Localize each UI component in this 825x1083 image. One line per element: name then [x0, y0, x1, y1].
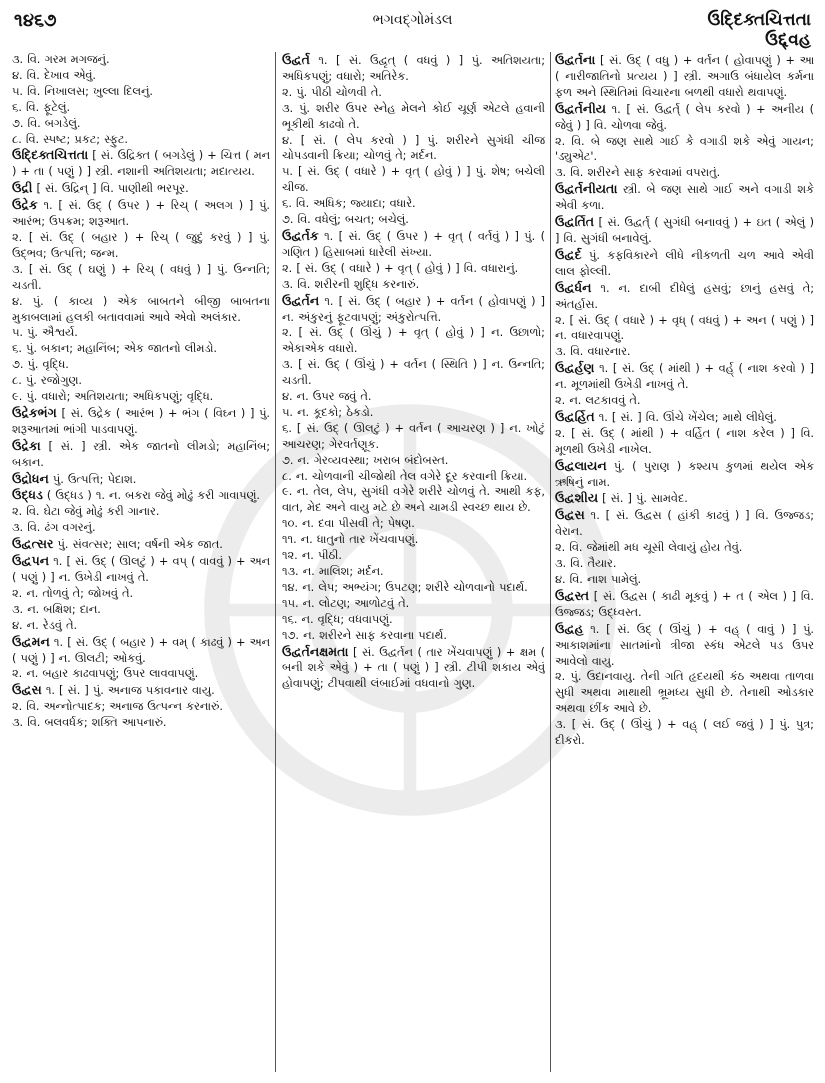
entry-text: ૧૧. ન. ધાતુનો તાર ખેંચવાપણું.: [282, 533, 419, 547]
entry-text: ૧. [ સં. ઉદ્ ( માંથી ) + વર્હ્ ( નાશ કરવો ) ] ન. મૂળમાંથી ઉખેડી નાખવું તે.: [555, 362, 814, 392]
sense-entry: [555, 393, 814, 409]
headword: ઉદ્રેકભંગ: [12, 404, 57, 420]
entry-text: ૮. ન. ચોળવાની ચીજોથી તેલ વગેરે દૂર કરવાની ક્રિયા.: [282, 469, 528, 483]
sense-entry: [282, 133, 545, 165]
headword-entry: [12, 634, 270, 667]
sense-entry: [12, 618, 270, 634]
headword-entry: [282, 228, 545, 261]
sense-entry: [282, 277, 545, 293]
headword: ઉદ્વર્હણ: [555, 360, 595, 376]
column-3: [555, 52, 814, 1074]
entry-text: ૩. વિ. ગરમ મગજનું.: [12, 53, 110, 66]
sense-entry: [282, 164, 545, 196]
headword-entry: [282, 293, 545, 326]
entry-text: ૧૬. ન. વૃદ્ધિ; વધવાપણું.: [282, 612, 393, 626]
headword-entry: [555, 458, 814, 491]
entry-text: ૫. ન. કૂદકો; ઠેકડો.: [282, 405, 374, 419]
entry-text: [ સં. ઉદ્રિન્ ] વિ. પાણીથી ભરપૂર.: [36, 182, 189, 196]
entry-text: ૩. વિ. ઢંગ વગરનું.: [12, 521, 96, 535]
entry-text: પું. ( પુરાણ ) કશ્યપ કુળમાં થયેલ એક ઋષિનું નામ.: [555, 459, 814, 489]
sense-entry: [12, 132, 270, 148]
headword-entry: [12, 147, 270, 180]
entry-text: ૨. ન. લટકાવવું તે.: [555, 394, 641, 408]
headword: ઉદ્રેક: [12, 197, 38, 213]
entry-text: [ સં. ] સ્ત્રી. એક જાતનો લીમડો; મહાનિંબ; બકાન.: [12, 439, 270, 469]
entry-text: ૪. [ સં. ( લેપ કરવો ) ] પું. શરીરને સુગંધી ચીજ ચોપડવાની ક્રિયા; ચોળવું તે; મર્દન.: [282, 133, 545, 163]
sense-entry: [282, 580, 545, 596]
entry-text: ૪. વિ. દેખાવ એવું.: [12, 68, 97, 82]
sense-entry: [282, 484, 545, 516]
headword-entry: [555, 490, 814, 507]
entry-text: ૧૨. ન. પીઠી.: [282, 549, 342, 563]
entry-text: [ સં. ઉદ્વર્તન ( તાર ખેંચવાપણું ) + ક્ષમ ( બની શકે એવું ) + તા ( પણું ) ] સ્ત્રી. ટીપી શકાય એવું હોવાપણું; ટીપવાથી લંબાઈમાં વધવાનો ગુણ.: [282, 645, 545, 691]
sense-entry: [282, 628, 545, 644]
headword-entry: [12, 405, 270, 438]
headword-entry: [12, 471, 270, 488]
entry-text: ૧. [ સં. ઉદ્વૃત્ ( વધવું ) ] પું. અતિશયતા; અધિકપણું; વધારો; અતિરેક.: [282, 54, 545, 83]
entry-text: [ સં. ઉદ્રિક્ત ( બગડેલું ) + ચિત્ત ( મન ) + તા ( પણું ) ] સ્ત્રી. નશાની અતિશયતા; મદાત્યય.: [12, 149, 270, 179]
sense-entry: [12, 116, 270, 132]
entry-text: ૪. ન. રેડવું તે.: [12, 618, 78, 632]
sense-entry: [555, 313, 814, 345]
page-header: [14, 6, 811, 50]
entry-text: ૨. [ સં. ઉદ્ ( બહાર ) + રિચ્ ( જુદું કરવું ) ] પું. ઉદ્ભવ; ઉત્પત્તિ; જન્મ.: [12, 230, 270, 260]
entry-text: ૨. [ સં. ઉદ્ ( ઊંચું ) + વૃત્ ( હોવું ) ] ન. ઉછાળો; એકાએક વધારો.: [282, 326, 545, 356]
sense-entry: [555, 134, 814, 166]
entry-text: ૨. વિ. અન્નોત્પાદક; અનાજ ઉત્પન્ન કરનારું.: [12, 700, 223, 714]
sense-entry: [282, 101, 545, 133]
sense-entry: [282, 261, 545, 277]
sense-entry: [282, 516, 545, 532]
entry-text: ૯. ન. તેલ, લેપ, સુગંધી વગેરે શરીરે ચોળવું તે. આથી કફ, વાત, મેદ અને વાયુ મટે છે અને ચામડી સ્વચ્છ થાય છે.: [282, 485, 545, 515]
entry-text: ૨. ન. તોળવું તે; જોખવું તે.: [12, 586, 134, 600]
sense-entry: [282, 469, 545, 485]
entry-text: પું. સંવત્સર; સાલ; વર્ષની એક જાત.: [57, 538, 223, 552]
entry-text: ૯. પું. વધારો; અતિશયતા; અધિકપણું; વૃદ્ધિ.: [12, 390, 214, 404]
sense-entry: [282, 548, 545, 564]
entry-text: ૨. [ સં. ઉદ્ ( વધારે ) + વૃધ્ ( વધવું ) + અન ( પણું ) ] ન. વધારવાપણું.: [555, 313, 814, 343]
entry-text: ૧. [ સં. ] પું. અનાજ પકાવનાર વાયુ.: [45, 684, 215, 698]
entry-text: ૨. પું. ઉદાનવાયુ. તેની ગતિ હૃદયથી કંઠ અથવા તાળવા સુધી અથવા માથાથી ભ્રૂમધ્ય સુધી છે. તેનાથી ઓડકાર અથવા છીંક આવે છે.: [555, 670, 814, 716]
sense-entry: [282, 389, 545, 405]
entry-text: ૭. ન. ગેરવ્યવસ્થા; ખરાબ બંદોબસ્ત.: [282, 453, 449, 467]
sense-entry: [12, 389, 270, 405]
column-2: [282, 52, 545, 1074]
entry-text: ૪. ન. ઉપર જવું તે.: [282, 390, 372, 404]
sense-entry: [282, 532, 545, 548]
entry-text: ૫. વિ. નિખાલસ; ખુલ્લા દિલનું.: [12, 84, 153, 98]
entry-text: [ સં. ] પું. સામવેદ.: [602, 492, 688, 506]
headword: ઉદ્વલાયન: [555, 457, 607, 473]
headword-entry: [282, 644, 545, 693]
sense-entry: [12, 602, 270, 618]
headword: ઉદ્રેકા: [12, 437, 41, 453]
entry-text: ૬. વિ. અધિક; જ્યાદા; વધારે.: [282, 197, 416, 211]
sense-entry: [282, 453, 545, 469]
sense-entry: [282, 212, 545, 228]
headword: ઉદ્વહ: [555, 620, 584, 636]
headword-entry: [12, 682, 270, 699]
headword: ઉદ્વર્તનક્ષમતા: [282, 643, 349, 659]
sense-entry: [282, 196, 545, 212]
sense-entry: [555, 572, 814, 588]
headword: ઉદ્વત્સર: [12, 536, 54, 552]
headword: ઉદ્વસ: [12, 682, 42, 698]
sense-entry: [12, 68, 270, 84]
entry-text: ૨. વિ. બે જણ સાથે ગાઈ કે વગાડી શકે એવું ગાયન; 'ડ્યુએટ'.: [555, 134, 814, 164]
entry-text: ૧. [ સં. ઉદ્વર્ત્ ( લેપ કરવો ) + અનીય ( જેવું ) ] વિ. ચોળવા જેવું.: [555, 102, 814, 132]
sense-entry: [12, 373, 270, 389]
entry-text: [ સં. ઉદ્વર્ત્ ( સુગંધી બનાવવું ) + ઇત ( એલું ) ] વિ. સુગંધી બનાવેલું.: [555, 216, 814, 245]
sense-entry: [12, 325, 270, 341]
headword-entry: [555, 181, 814, 214]
entry-text: ૬. વિ. ફૂટેલું.: [12, 100, 71, 114]
sense-entry: [12, 586, 270, 602]
guide-words: [707, 10, 811, 50]
headword-entry: [12, 197, 270, 230]
entry-text: ૫. [ સં. ઉદ્ ( વધારે ) + વૃત્ ( હોવું ) ] પું. શેષ; બચેલી ચીજ.: [282, 165, 545, 195]
sense-entry: [12, 341, 270, 357]
entry-text: ૧. [ સં. ] વિ. ઊંચે ખેંચેલ; માથે લીધેલું.: [598, 410, 777, 424]
headword: ઉદ્વર્તના: [555, 52, 596, 67]
entry-text: ૧૦. ન. દવા પીસવી તે; પેષણ.: [282, 517, 415, 531]
sense-entry: [282, 421, 545, 453]
headword-entry: [12, 536, 270, 553]
sense-entry: [555, 426, 814, 458]
headword: ઉદ્વર્તનીયતા: [555, 181, 618, 197]
entry-text: [ સં. ઉદ્ ( વધુ ) + વર્તન ( હોવાપણું ) + આ ( નારીજાતિનો પ્રત્યય ) ] સ્ત્રી. અગાઉ બંધાયેલ કર્મના ફળ અને સ્થિતિમાં વિચારના બળથી વધારો થવાપણું.: [555, 54, 814, 99]
headword-entry: [555, 621, 814, 670]
entry-text: ૧. [ સં. ઉદ્ ( ઉપર ) + રિચ્ ( અલગ ) ] પું. આરંભ; ઉપક્રમ; શરૂઆત.: [12, 199, 270, 229]
guide-word-last: ઉદ્દ્વહ: [765, 30, 811, 50]
entry-text: ૨. વિ. ઘેટા જેવું મોઢું કરી ગાનાર.: [12, 505, 160, 519]
headword: ઉદ્વસ્ત: [555, 587, 590, 603]
entry-text: પું. ઉત્પત્તિ; પેદાશ.: [52, 472, 137, 486]
entry-text: ૧. [ સં. ઉદ્ ( ઉપર ) + વૃત્ ( વર્તવું ) ] પું. ( ગણિત ) હિસાબમાં ધારેલી સંખ્યા.: [282, 229, 545, 259]
entry-text: ૫. પું. ઐશ્વર્ય.: [12, 326, 78, 340]
headword: ઉદ્દિક્તચિત્તતા: [12, 147, 89, 163]
sense-entry: [555, 344, 814, 360]
headword-entry: [12, 438, 270, 471]
entry-text: ૧. [ સં. ઉદ્ ( બહાર ) + વર્તન ( હોવાપણું ) ] ન. અંકુરનું ફૂટવાપણું; અંકુરોત્પત્તિ.: [282, 294, 545, 324]
entry-text: ૮. પું. રજોગુણ.: [12, 374, 82, 388]
sense-entry: [12, 504, 270, 520]
entry-text: ૧૭. ન. શરીરને સાફ કરવાના પદાર્થ.: [282, 628, 447, 642]
entry-text: ૩. વિ. શરીરને સાફ કરવામાં વપરાતું.: [555, 166, 721, 180]
entry-text: ૩. પું. શરીર ઉપર સ્નેહ મેલને કોઈ ચૂર્ણ એટલે હવાની ભૂકીથી કાઢવો તે.: [282, 101, 545, 131]
entry-text: ૩. વિ. વધારનાર.: [555, 345, 631, 359]
headword-entry: [12, 553, 270, 586]
sense-entry: [555, 717, 814, 749]
headword-entry: [555, 507, 814, 540]
sense-entry: [12, 230, 270, 262]
entry-text: ૧. [ સં. ઉદ્ ( બહાર ) + વમ્ ( કાઢવું ) + અન ( પણું ) ] ન. ઊલટી; ઓકવું.: [12, 635, 270, 665]
entry-text: ૮. વિ. સ્પષ્ટ; પ્રકટ; સ્ફુટ.: [12, 132, 129, 146]
column-1: [12, 52, 270, 1074]
headword-entry: [12, 487, 270, 504]
sense-entry: [12, 52, 270, 68]
sense-entry: [282, 612, 545, 628]
book-title: ભગવદ્ગોમંડલ: [372, 12, 453, 28]
entry-text: ૨. વિ. જેમાંથી મધ ચૂસી લેવાયું હોય તેવું.: [555, 541, 743, 555]
entry-text: ૧૪. ન. લેપ; અભ્યંગ; ઉપટણ; શરીરે ચોળવાનો પદાર્થ.: [282, 580, 528, 594]
sense-entry: [282, 85, 545, 101]
sense-entry: [12, 100, 270, 116]
entry-text: ૪. પું. ( કાવ્ય ) એક બાબતને બીજી બાબતના મુકાબલામાં હલકી બતાવવામાં આવે એવો અલંકાર.: [12, 294, 270, 324]
entry-text: ૧. ન. દાબી દીધેલું હસવું; છાનું હસવું તે; અંતર્હાસ.: [555, 281, 814, 311]
entry-text: ૭. વિ. બગડેલું.: [12, 116, 81, 130]
sense-entry: [12, 666, 270, 682]
entry-text: ૩. વિ. બલવર્ધક; શક્તિ આપનારું.: [12, 716, 167, 730]
entry-text: ૩. ન. બક્ષિશ; દાન.: [12, 602, 101, 616]
headword: ઉદ્ધડ: [12, 487, 43, 503]
headword: ઉદ્રી: [12, 180, 33, 196]
sense-entry: [12, 262, 270, 294]
guide-word-first: ઉદ્દિક્તચિત્તતા: [707, 10, 811, 30]
headword: ઉદ્વર્તનીય: [555, 100, 607, 116]
entry-text: સ્ત્રી. બે જણ સાથે ગાઈ અને વગાડી શકે એવી કળા.: [555, 183, 814, 213]
headword-entry: [555, 360, 814, 393]
page-number: ૧૪૬૭: [14, 10, 57, 31]
sense-entry: [12, 520, 270, 536]
entry-text: ૭. પું. વૃદ્ધિ.: [12, 358, 69, 372]
headword-entry: [555, 409, 814, 426]
entry-text: પું. કફવિકારને લીધે નીકળતી ચળ આવે એવી લાલ ફોલ્લી.: [555, 248, 814, 278]
sense-entry: [555, 669, 814, 717]
sense-entry: [555, 165, 814, 181]
headword-entry: [555, 280, 814, 313]
entry-text: ૧. [ સં. ઉદ્ ( ઊંચું ) + વહ્ ( વાવું ) ] પું. આકાશમાંના સાતમાંનો ત્રીજા સ્કંધ એટલે પડ ઉપર આવેલો વાયુ.: [555, 622, 814, 668]
entry-text: ૬. [ સં. ઉદ્ ( ઊલટું ) + વર્તન ( આચરણ ) ] ન. ખોટું આચરણ; ગેરવર્તણૂક.: [282, 421, 545, 451]
headword: ઉદ્વપન: [12, 553, 50, 569]
headword: ઉદ્રોધન: [12, 470, 49, 486]
headword: ઉદ્વશીય: [555, 490, 599, 506]
headword-entry: [555, 52, 814, 101]
headword-entry: [12, 180, 270, 197]
entry-text: ૩. [ સં. ઉદ્ ( ઊંચું ) + વહ્ ( લઈ જવું ) ] પું. પુત્ર; દીકરો.: [555, 718, 814, 748]
entry-text: ૬. પું. બકાન; મહાનિંબ; એક જાતનો લીમડો.: [12, 342, 217, 356]
entry-text: [ સં. ઉદ્વસ ( કાઢી મૂકવું ) + ત ( એલ ) ] વિ. ઉજ્જડ; ઉદ્ધ્વસ્ત.: [555, 589, 814, 619]
headword-entry: [555, 214, 814, 247]
entry-text: ૩. વિ. શરીરની શુદ્ધિ કરનારું.: [282, 277, 420, 291]
sense-entry: [12, 715, 270, 731]
headword-entry: [555, 247, 814, 280]
entry-text: ૧. [ સં. ઉદ્વસ ( હાંકી કાઢવું ) ] વિ. ઉજ્જડ; વેરાન.: [555, 509, 814, 539]
headword: ઉદ્વર્દ: [555, 246, 582, 262]
entry-text: ૨. ન. બહાર કાઢવાપણું; ઉપર લાવવાપણું.: [12, 667, 199, 681]
sense-entry: [12, 84, 270, 100]
headword: ઉદ્વસ: [555, 507, 585, 523]
entry-text: ૭. વિ. વધેલું; બચત; બચેલું.: [282, 213, 409, 227]
headword: ઉદ્વર્તક: [282, 227, 319, 243]
sense-entry: [282, 325, 545, 357]
sense-entry: [282, 357, 545, 389]
headword-entry: [282, 52, 545, 85]
entry-text: ૪. વિ. નાશ પામેલું.: [555, 573, 642, 586]
sense-entry: [282, 405, 545, 421]
dictionary-columns: [12, 52, 814, 1074]
sense-entry: [555, 556, 814, 572]
headword: ઉદ્વર્ધન: [555, 279, 592, 295]
headword: ઉદ્વર્હિત: [555, 408, 595, 424]
headword: ઉદ્વર્ત: [282, 52, 310, 67]
entry-text: ૧૫. ન. લોટણ; આળોટવું તે.: [282, 596, 410, 610]
sense-entry: [12, 699, 270, 715]
entry-text: ૧. [ સં. ઉદ્ ( ઊલટું ) + વપ્ ( વાવવું ) + અન ( પણું ) ] ન. ઉખેડી નાખવું તે.: [12, 555, 270, 584]
entry-text: ૩. [ સં. ઉદ્ ( ઘણું ) + રિચ્ ( વધવું ) ] પું. ઉન્નતિ; ચડતી.: [12, 262, 270, 292]
headword: ઉદ્વર્તિત: [555, 214, 595, 230]
headword-entry: [555, 101, 814, 134]
entry-text: ૩. [ સં. ઉદ્ ( ઊંચું ) + વર્તન ( સ્થિતિ ) ] ન. ઉન્નતિ; ચડતી.: [282, 358, 545, 388]
entry-text: ૨. [ સં. ઉદ્ ( માંથી ) + વર્હિત ( નાશ કરેલ ) ] વિ. મૂળથી ઉખેડી નાખેલ.: [555, 426, 814, 456]
entry-text: [ સં. ઉદ્રેક ( આરંભ ) + ભંગ ( વિઘ્ન ) ] પું. શરૂઆતમાં ભાંગી પાડવાપણું.: [12, 406, 270, 436]
headword: ઉદ્વમન: [12, 633, 50, 649]
headword: ઉદ્વર્તન: [282, 292, 320, 308]
sense-entry: [282, 596, 545, 612]
sense-entry: [12, 357, 270, 373]
entry-text: ૨. [ સં. ઉદ્ ( વધારે ) + વૃત્ ( હોવું ) ] વિ. વધારાનું.: [282, 261, 519, 275]
sense-entry: [555, 540, 814, 556]
entry-text: ૩. વિ. તૈયાર.: [555, 557, 617, 571]
entry-text: ૧૩. ન. માલિશ; મર્દન.: [282, 565, 384, 578]
sense-entry: [12, 294, 270, 326]
entry-text: ( ઉદ્ધડ ) ૧. ન. બકરા જેવું મોઢું કરી ગાવાપણું.: [46, 489, 260, 503]
headword-entry: [555, 588, 814, 621]
sense-entry: [282, 564, 545, 580]
entry-text: ૨. પું. પીઠી ચોળવી તે.: [282, 85, 382, 99]
